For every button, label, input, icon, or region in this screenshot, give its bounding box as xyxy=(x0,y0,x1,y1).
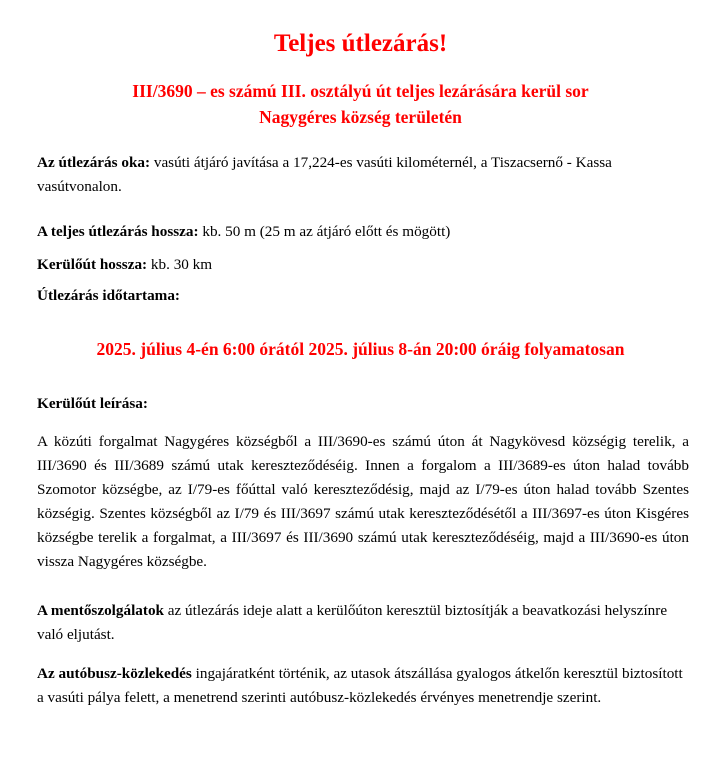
subtitle-line-1: III/3690 – es számú III. osztályú út teljes lezárására kerül sor xyxy=(132,81,589,101)
ambulance-info xyxy=(37,599,689,647)
closure-length-text: kb. 50 m (25 m az átjáró előtt és mögött) xyxy=(198,223,451,240)
detour-description-label: Kerülőút leírása: xyxy=(37,395,148,412)
closure-reason xyxy=(37,151,689,199)
ambulance-label: A mentőszolgálatok xyxy=(37,602,164,619)
bus-text: ingajáratként történik, az utasok átszállása gyalogos átkelőn keresztül biztosított a vasúti pálya felett, a menetrend szerinti autóbusz-közlekedés érvényes menetrendje szerint. xyxy=(37,665,683,706)
detour-length-text: kb. 30 km xyxy=(147,256,213,273)
subtitle-line-2: Nagygéres község területén xyxy=(259,107,462,127)
document-title: Teljes útlezárás! xyxy=(273,30,448,57)
closure-reason-label: Az útlezárás oka: xyxy=(37,154,151,171)
detour-description-text: A közúti forgalmat Nagygéres községből a III/3690-es számú úton át Nagykövesd községig terelik, a III/3690 és III/3689 számú utak kereszteződéséig. Innen a forgalom a III/3689-es úton halad tovább Szomotor községbe, az I/79-es főúttal való kereszteződésig, majd az I/79-es úton halad tovább Szentes községig. Szentes községből az I/79 és III/3697 számú utak kereszteződésétől a III/3697-es úton Kisgéres községbe terelik a forgalmat, a III/3697 és III/3690 számú utak kereszteződéséig, majd a III/3690-es úton vissza Nagygéres községbe. xyxy=(37,433,689,570)
bus-label: Az autóbusz-közlekedés xyxy=(37,665,192,682)
bus-info xyxy=(37,662,689,710)
detour-length-label: Kerülőút hossza: xyxy=(37,256,148,273)
closure-length-label: A teljes útlezárás hossza: xyxy=(37,223,199,240)
duration-label: Útlezárás időtartama: xyxy=(37,287,180,304)
closure-length xyxy=(37,220,689,244)
detour-length xyxy=(37,253,689,277)
closure-reason-text: vasúti átjáró javítása a 17,224-es vasúti kilométernél, a Tiszacsernő - Kassa vasútvonalon. xyxy=(37,154,612,195)
ambulance-text: az útlezárás ideje alatt a kerülőúton keresztül biztosítják a beavatkozási helyszínre való eljutást. xyxy=(37,602,668,643)
closure-duration: 2025. július 4-én 6:00 órától 2025. július 8-án 20:00 óráig folyamatosan xyxy=(96,339,625,359)
document-subtitle xyxy=(40,78,681,130)
